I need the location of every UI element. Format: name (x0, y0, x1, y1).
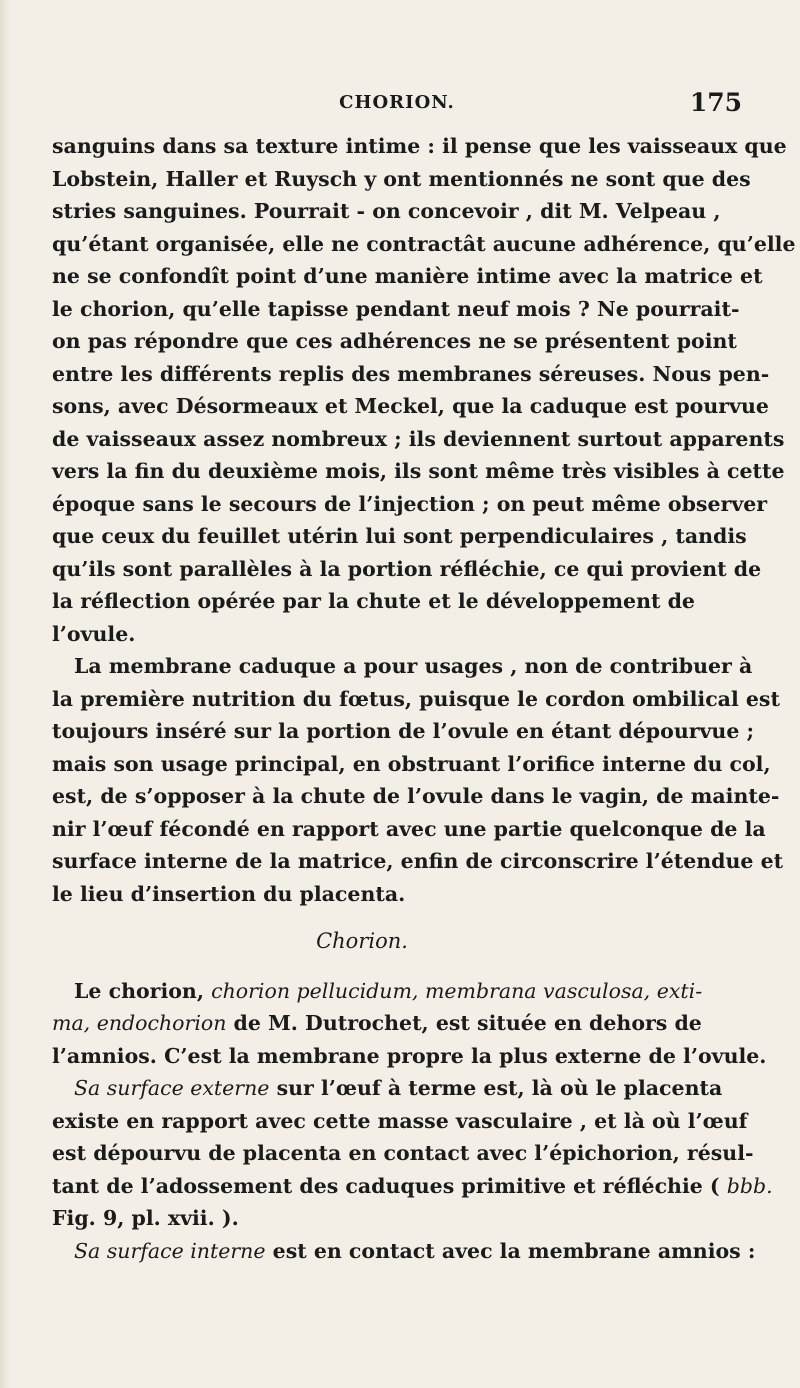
text-line: entre les différents replis des membranes séreuses. Nous pen- (52, 361, 770, 386)
text-line: époque sans le secours de l’injection ; on peut même observer (52, 491, 768, 516)
text-line: l’amnios. C’est la membrane propre la plus externe de l’ovule. (52, 1043, 767, 1068)
text-line (52, 1072, 723, 1105)
text-line (52, 1170, 773, 1203)
text-line: de vaisseaux assez nombreux ; ils deviennent surtout apparents (52, 426, 785, 451)
text-line: existe en rapport avec cette masse vasculaire , et là où l’œuf (52, 1108, 748, 1133)
text-line: ne se confondît point d’une manière intime avec la matrice et (52, 264, 763, 288)
figure-reference: bbb. (726, 1173, 773, 1198)
text-line: le chorion, qu’elle tapisse pendant neuf mois ? Ne pourrait- (52, 296, 740, 321)
text-line: Fig. 9, pl. xvii. ). (52, 1206, 239, 1230)
text-line: la première nutrition du fœtus, puisque le cordon ombilical est (52, 686, 780, 711)
text-span: Le chorion, (74, 978, 212, 1003)
text-line: la réflection opérée par la chute et le développement de (52, 589, 695, 613)
latin-term: chorion pellucidum, membrana vasculosa, exti- (211, 978, 703, 1003)
text-line: le lieu d’insertion du placenta. (52, 881, 406, 906)
text-line: l’ovule. (52, 621, 136, 646)
text-span: de M. Dutrochet, est située en dehors de (226, 1011, 702, 1035)
italic-term: Sa surface externe (74, 1076, 270, 1100)
paragraph (52, 130, 796, 650)
latin-term: ma, endochorion (52, 1011, 227, 1035)
text-line: La membrane caduque a pour usages , non de contribuer à (74, 654, 753, 678)
text-line: est dépourvu de placenta en contact avec l’épichorion, résul- (52, 1141, 754, 1165)
body-text (52, 130, 796, 1267)
text-line: vers la fin du deuxième mois, ils sont même très visibles à cette (52, 459, 785, 483)
text-span: tant de l’adossement des caduques primitive et réfléchie ( (52, 1173, 727, 1198)
paragraph (52, 1235, 756, 1268)
text-line: nir l’œuf fécondé en rapport avec une partie quelconque de la (52, 816, 766, 841)
text-span: sur l’œuf à terme est, là où le placenta (269, 1076, 723, 1100)
italic-term: Sa surface interne (74, 1238, 266, 1263)
paragraph (52, 1072, 773, 1235)
section-heading: Chorion. (316, 929, 408, 953)
text-line: qu’étant organisée, elle ne contractât aucune adhérence, qu’elle (52, 231, 796, 256)
text-line: est, de s’opposer à la chute de l’ovule dans le vagin, de mainte- (52, 784, 780, 808)
text-line (52, 1007, 702, 1040)
text-line: que ceux du feuillet utérin lui sont perpendiculaires , tandis (52, 524, 747, 548)
page-header (52, 88, 742, 122)
paragraph (52, 975, 767, 1073)
text-line: sanguins dans sa texture intime : il pense que les vaisseaux que (52, 134, 787, 158)
text-span: est en contact avec la membrane amnios : (265, 1238, 756, 1263)
text-line: on pas répondre que ces adhérences ne se présentent point (52, 329, 737, 353)
running-title: CHORION. (339, 92, 455, 113)
paragraph (52, 650, 784, 910)
text-line (52, 975, 703, 1008)
text-line: stries sanguines. Pourrait - on concevoir , dit M. Velpeau , (52, 199, 721, 223)
page-number: 175 (689, 88, 742, 117)
text-line (52, 1235, 756, 1268)
text-line: qu’ils sont parallèles à la portion réfléchie, ce qui provient de (52, 556, 762, 581)
text-line: toujours inséré sur la portion de l’ovule en étant dépourvue ; (52, 719, 755, 743)
text-line: sons, avec Désormeaux et Meckel, que la caduque est pourvue (52, 394, 769, 418)
text-line: Lobstein, Haller et Ruysch y ont mentionnés ne sont que des (52, 166, 751, 191)
text-line: mais son usage principal, en obstruant l’orifice interne du col, (52, 751, 771, 776)
page-edge (0, 0, 10, 1388)
text-line: surface interne de la matrice, enfin de circonscrire l’étendue et (52, 849, 784, 873)
